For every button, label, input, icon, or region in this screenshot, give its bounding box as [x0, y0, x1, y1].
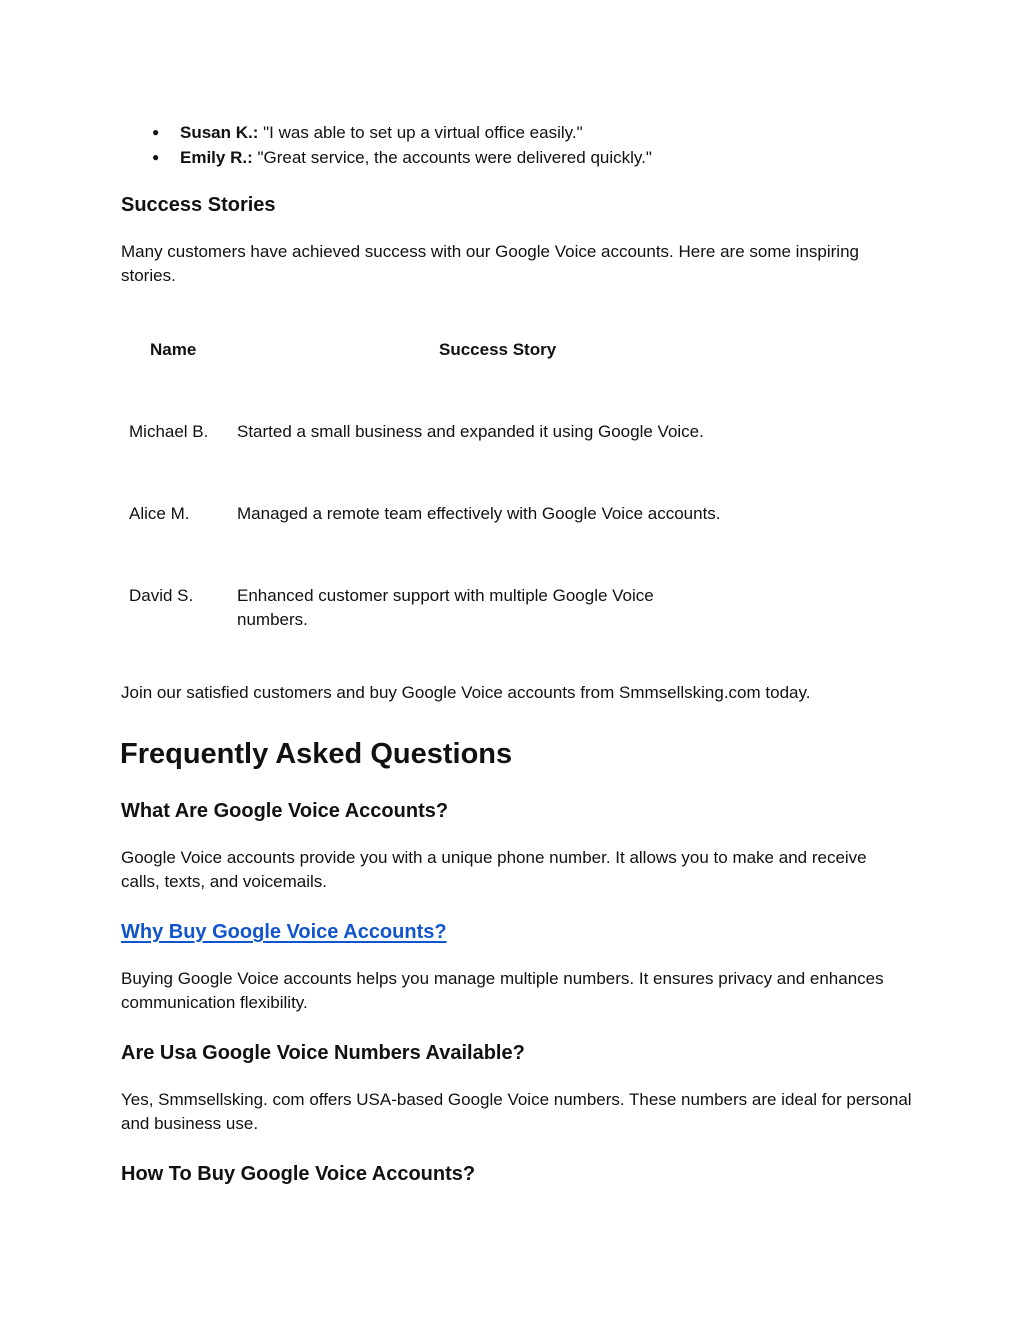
testimonial-quote: "I was able to set up a virtual office easily.": [258, 123, 583, 142]
table-cell-name: Michael B.: [129, 422, 209, 441]
bullet-icon: ●: [152, 149, 160, 164]
faq-answer: Yes, Smmsellsking. com offers USA-based Google Voice numbers. These numbers are ideal for personal and business use.: [121, 1090, 912, 1133]
table-cell-story: Managed a remote team effectively with Google Voice accounts.: [237, 504, 721, 523]
testimonial-name: Susan K.:: [180, 123, 259, 142]
list-item: [152, 120, 932, 145]
bullet-icon: ●: [152, 125, 160, 139]
faq-answer: Buying Google Voice accounts helps you manage multiple numbers. It ensures privacy and enhances communication flexibility.: [121, 969, 884, 1012]
faq-question: How To Buy Google Voice Accounts?: [121, 1163, 476, 1185]
faq-question-link-heading: [121, 919, 447, 945]
success-stories-heading: Success Stories: [121, 194, 276, 216]
faq-answer: Google Voice accounts provide you with a unique phone number. It allows you to make and receive calls, texts, and voicemails.: [121, 848, 867, 891]
faq-heading: Frequently Asked Questions: [120, 738, 513, 770]
success-intro-paragraph: Many customers have achieved success with our Google Voice accounts. Here are some inspiring stories.: [121, 242, 859, 285]
table-cell-name: Alice M.: [129, 504, 190, 523]
list-item: [152, 145, 932, 170]
testimonial-quote: "Great service, the accounts were delivered quickly.": [252, 147, 652, 167]
testimonial-name: Emily R.:: [180, 147, 253, 167]
table-header-name: Name: [150, 340, 197, 359]
testimonial-list: [152, 120, 932, 169]
faq-question: What Are Google Voice Accounts?: [121, 800, 449, 822]
table-cell-story: Started a small business and expanded it using Google Voice.: [237, 422, 704, 441]
success-outro-paragraph: Join our satisfied customers and buy Google Voice accounts from Smmsellsking.com today.: [121, 683, 811, 702]
success-stories-table: [121, 330, 781, 650]
table-cell-story: Enhanced customer support with multiple Google Voice numbers.: [237, 586, 654, 629]
faq-question: Are Usa Google Voice Numbers Available?: [121, 1042, 525, 1064]
table-header-story: Success Story: [439, 340, 557, 359]
why-buy-link[interactable]: Why Buy Google Voice Accounts?: [121, 921, 447, 943]
table-cell-name: David S.: [129, 586, 194, 605]
